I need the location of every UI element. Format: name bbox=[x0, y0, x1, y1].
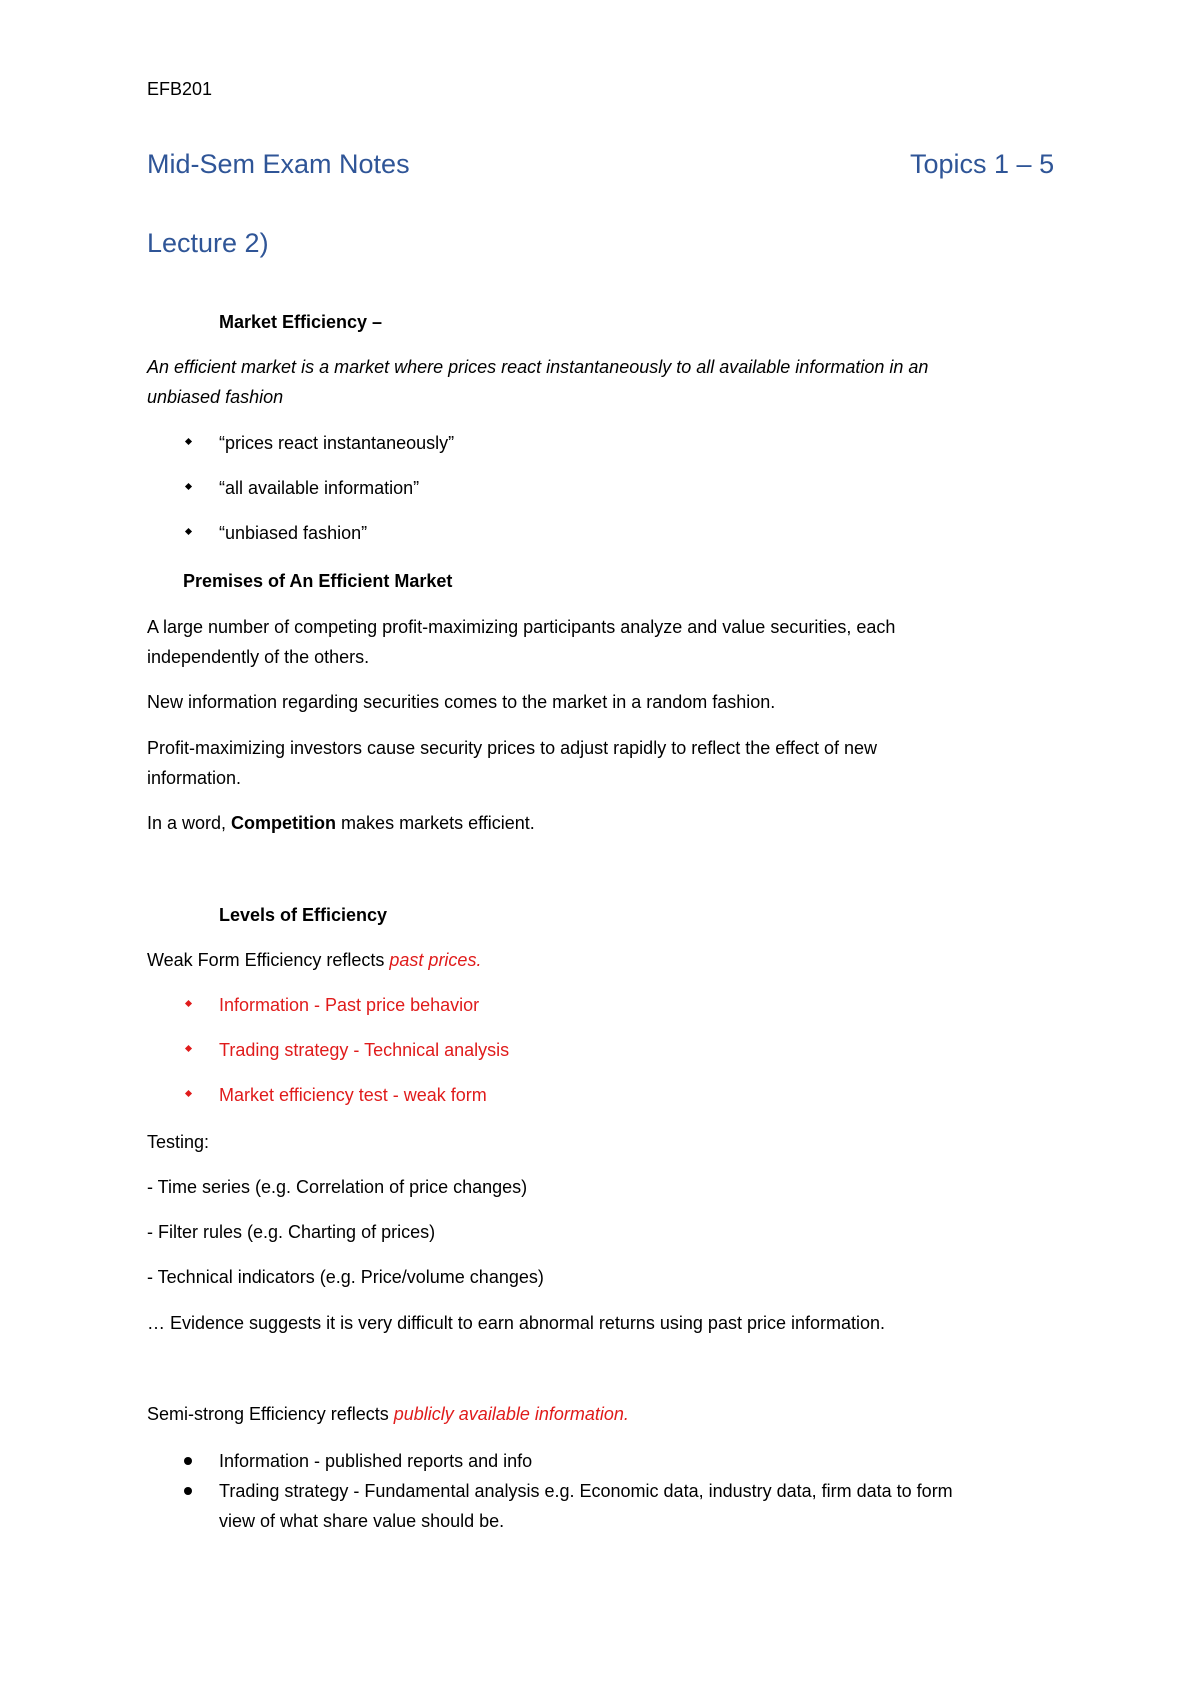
premise-1-line-2: independently of the others. bbox=[147, 647, 370, 667]
bullet-marker bbox=[185, 1000, 192, 1007]
semi-strong-pre: Semi-strong Efficiency reflects bbox=[147, 1404, 394, 1424]
semi-strong-emphasis: publicly available information. bbox=[393, 1404, 629, 1424]
list-item: “all available information” bbox=[219, 478, 420, 498]
market-efficiency-heading: Market Efficiency – bbox=[219, 312, 383, 332]
bullet-marker bbox=[185, 1090, 192, 1097]
evidence-line: … Evidence suggests it is very difficult to earn abnormal returns using past price information. bbox=[147, 1313, 886, 1333]
weak-form-pre: Weak Form Efficiency reflects bbox=[147, 950, 390, 970]
list-item: Market efficiency test - weak form bbox=[219, 1085, 487, 1105]
semi-strong-line bbox=[147, 1399, 629, 1429]
page-title: Mid-Sem Exam Notes bbox=[147, 149, 410, 179]
bullet-marker bbox=[184, 1487, 192, 1495]
levels-heading: Levels of Efficiency bbox=[219, 905, 388, 925]
testing-item: - Time series (e.g. Correlation of price changes) bbox=[147, 1177, 528, 1197]
premise-4-pre: In a word, bbox=[147, 813, 232, 833]
premise-2: New information regarding securities comes to the market in a random fashion. bbox=[147, 692, 776, 712]
topics-range: Topics 1 – 5 bbox=[910, 149, 1055, 179]
definition-line-2: unbiased fashion bbox=[147, 387, 284, 407]
premise-1-line-1: A large number of competing profit-maximizing participants analyze and value securities, each bbox=[147, 617, 896, 637]
list-item: “prices react instantaneously” bbox=[219, 433, 455, 453]
lecture-heading: Lecture 2) bbox=[147, 228, 269, 258]
bullet-marker bbox=[185, 438, 192, 445]
list-item: Information - published reports and info bbox=[219, 1451, 533, 1471]
list-item: “unbiased fashion” bbox=[219, 523, 368, 543]
testing-item: - Filter rules (e.g. Charting of prices) bbox=[147, 1222, 436, 1242]
weak-form-emphasis: past prices. bbox=[389, 950, 482, 970]
premise-4-bold: Competition bbox=[231, 813, 337, 833]
premises-heading: Premises of An Efficient Market bbox=[183, 571, 453, 591]
testing-label: Testing: bbox=[147, 1132, 210, 1152]
premise-4-post: makes markets efficient. bbox=[336, 813, 535, 833]
testing-item: - Technical indicators (e.g. Price/volume changes) bbox=[147, 1267, 544, 1287]
premise-3-line-2: information. bbox=[147, 768, 242, 788]
weak-form-line bbox=[147, 945, 481, 975]
bullet-marker bbox=[185, 528, 192, 535]
definition-line-1: An efficient market is a market where prices react instantaneously to all available information in an bbox=[147, 357, 929, 377]
list-item: Trading strategy - Fundamental analysis e.g. Economic data, industry data, firm data to form bbox=[219, 1481, 953, 1501]
list-item-continuation: view of what share value should be. bbox=[219, 1511, 505, 1531]
premise-4 bbox=[147, 808, 535, 838]
premise-3-line-1: Profit-maximizing investors cause security prices to adjust rapidly to reflect the effect of new bbox=[147, 738, 877, 758]
course-code: EFB201 bbox=[147, 79, 213, 99]
bullet-marker bbox=[185, 483, 192, 490]
bullet-marker bbox=[184, 1457, 192, 1465]
bullet-marker bbox=[185, 1045, 192, 1052]
list-item: Information - Past price behavior bbox=[219, 995, 480, 1015]
list-item: Trading strategy - Technical analysis bbox=[219, 1040, 510, 1060]
